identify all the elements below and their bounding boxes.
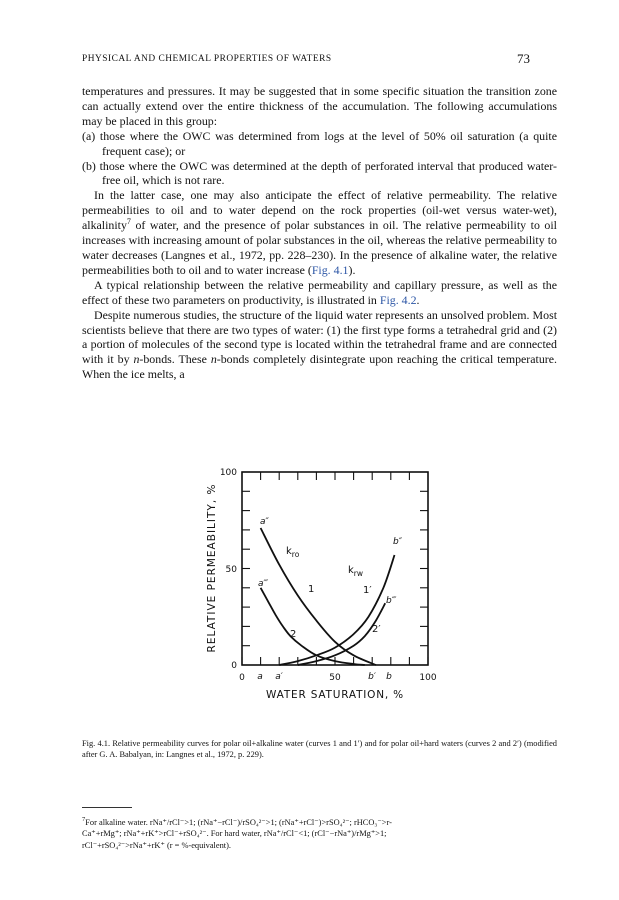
figure-4-1 [190,458,440,716]
footnote-divider [82,807,132,808]
annotation-a-triple-prime: a‴ [258,579,269,589]
footnote-marker: 7 [82,816,86,823]
x-tick-label: a′ [275,672,283,682]
footnote-line-2: Ca⁺+rMg⁺; rNa⁺+rK⁺>rCl⁻+rSO₄²⁻. For hard water, rNa⁺/rCl⁻<1; (rCl⁻−rNa⁺)/rMg⁺>1; [82,829,387,839]
footnote-line-3: rCl⁻+rSO₄²⁻>rNa⁺+rK⁺ (r = %-equivalent). [82,840,231,850]
x-tick-label: 50 [329,673,341,683]
tick-marks [242,472,428,665]
paragraph-4-text-c: -bonds completely disintegrate upon reaching the critical temperature. When the ice melts, a [82,352,557,382]
list-item-b: (b) those where the OWC was determined at the depth of perforated interval that produced water-free oil, which is not rare. [82,158,557,188]
running-title: PHYSICAL AND CHEMICAL PROPERTIES OF WATERS [82,54,332,64]
figure-caption: Fig. 4.1. Relative permeability curves for polar oil+alkaline water (curves 1 and 1′) and for polar oil+hard waters (curves 2 and 2′) (modified after G. A. Babalyan, in: Langnes et al., 1972, p. 229). [82,739,557,760]
page-number: 73 [517,51,530,66]
footnote [82,814,557,852]
x-tick-label: b′ [368,672,376,682]
footnote-ref[interactable]: 7 [126,217,131,227]
fig-4-1-link[interactable]: Fig. 4.1 [311,262,349,277]
list-item-a: (a) those where the OWC was determined from logs at the level of 50% oil saturation (a quite frequent case); or [82,128,557,158]
n-bond-italic: n [210,352,217,367]
y-tick-label: 0 [231,661,237,671]
paragraph-2-text-b: of water, and the presence of polar substances in oil. The relative permeability to oil increases with increasing amount of polar substances in the oil, whereas the relative permeability to water decreases (Langnes et al., 1972, pp. 228–230). In the presence of alkaline water, the relative permeabilities both to oil and to water increase ( [82,218,557,277]
krw-k: k [348,565,354,576]
curve-series-3 [279,555,394,665]
paragraph-3 [82,278,557,308]
paragraph-2-end: ). [348,262,356,277]
curve-label-1-prime: 1′ [363,585,372,596]
footnote-text-1: For alkaline water. rNa⁺/rCl⁻>1; (rNa⁺−rCl⁻)/rSO₄²⁻>1; (rNa⁺+rCl⁻)>rSO₄²⁻; rHCO₃⁻>r- [85,817,392,827]
plot-frame [242,472,428,665]
x-axis-label: WATER SATURATION, % [266,689,404,701]
annotation-b-triple-prime: b‴ [386,596,397,606]
running-header [82,51,530,70]
paragraph-4 [82,308,557,383]
kro-subscript: ro [291,550,300,559]
paragraph-3-text: A typical relationship between the relative permeability and capillary pressure, as well as the effect of these two parameters on productivity, is illustrated in [82,277,557,307]
x-tick-label: a [257,672,263,682]
n-bond-italic: n [133,352,140,367]
x-tick-labels [239,672,437,683]
paragraph-2-text-a: In the latter case, one may also anticipate the effect of relative permeability. The relative permeabilities to oil and to water depend on the rock properties (oil-wet versus water-wet), alkalinity [82,188,557,233]
y-axis-label: RELATIVE PERMEABILITY, % [206,483,218,653]
paragraph-4-text-b: -bonds. These [139,352,211,367]
paragraph-3-end: . [416,292,420,307]
body-text [82,84,557,382]
curve-label-2: 2 [290,629,297,640]
relative-permeability-chart [190,458,440,716]
annotation-a-double-prime: a″ [260,517,269,527]
curve-series-1 [261,528,376,665]
paragraph-2 [82,188,557,277]
x-tick-label: 0 [239,673,245,683]
y-tick-label: 50 [225,565,237,575]
curve-label-1: 1 [308,584,315,595]
annotation-kro [286,546,300,559]
x-tick-label: b [386,672,392,682]
annotation-krw [348,565,363,578]
y-tick-label: 100 [219,468,237,478]
footnote-line-1 [82,814,557,828]
x-tick-label: 100 [419,673,437,683]
curves [261,528,395,665]
fig-4-2-link[interactable]: Fig. 4.2 [379,292,417,307]
kro-k: k [286,546,292,557]
paragraph-1: temperatures and pressures. It may be suggested that in some specific situation the transition zone can actually extend over the entire thickness of the accumulation. The following accumulations may be placed in this group: [82,84,557,128]
annotation-b-double-prime: b″ [393,537,403,547]
y-tick-labels [220,468,237,671]
krw-subscript: rw [353,569,364,578]
curve-label-2-prime: 2′ [372,624,381,635]
paragraph-4-text-a: Despite numerous studies, the structure of the liquid water represents an unsolved problem. Most scientists believe that there are two types of water: (1) the first type forms a tetrahedral grid and (2) a portion of molecules of the second type is located within the tetrahedral frame and are connected with it by [82,307,557,367]
